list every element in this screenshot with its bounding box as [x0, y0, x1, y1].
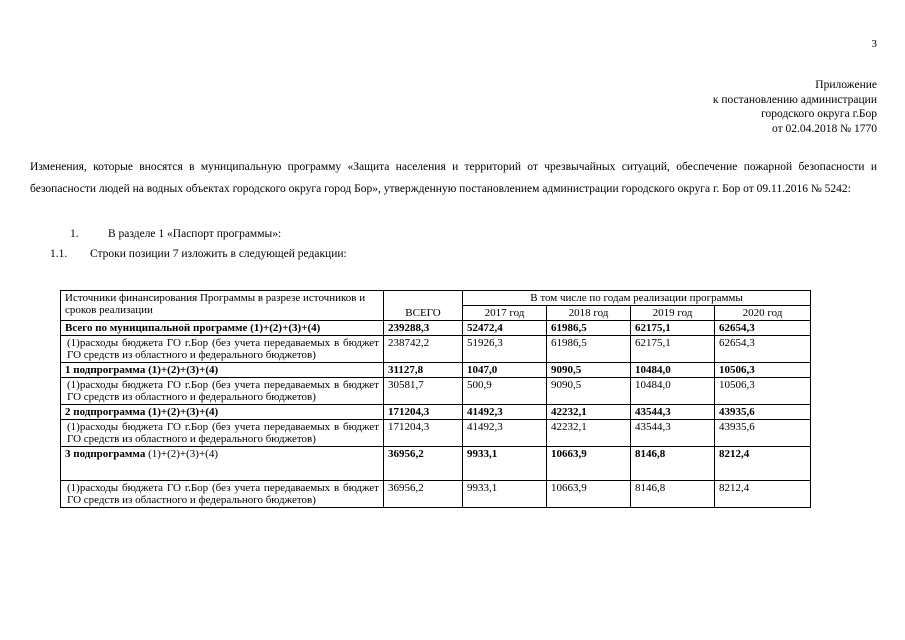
row-year-value: 8212,4	[715, 481, 811, 508]
row-year-value: 52472,4	[463, 321, 547, 336]
list-item-1-1	[50, 248, 347, 260]
row-year-value: 10663,9	[547, 481, 631, 508]
row-year-value: 62654,3	[715, 321, 811, 336]
header-year: 2020 год	[715, 306, 811, 321]
row-year-value: 10484,0	[631, 363, 715, 378]
appendix-block	[713, 78, 877, 136]
list-item-number: 1.	[70, 228, 79, 240]
row-total: 36956,2	[384, 447, 463, 481]
row-year-value: 61986,5	[547, 321, 631, 336]
row-year-value: 1047,0	[463, 363, 547, 378]
appendix-line: к постановлению администрации	[712, 93, 877, 106]
financing-table	[60, 290, 811, 508]
row-total: 36956,2	[384, 481, 463, 508]
table-row-budget	[61, 378, 811, 405]
row-total: 238742,2	[384, 336, 463, 363]
row-label: (1)расходы бюджета ГО г.Бор (без учета передаваемых в бюджет ГО средств из областного и федерального бюджетов)	[61, 336, 384, 363]
row-year-value: 10506,3	[715, 363, 811, 378]
table-row-total	[61, 363, 811, 378]
row-year-value: 43935,6	[715, 420, 811, 447]
row-total: 171204,3	[384, 405, 463, 420]
row-label: (1)расходы бюджета ГО г.Бор (без учета передаваемых в бюджет ГО средств из областного и федерального бюджетов)	[61, 378, 384, 405]
table-row-total	[61, 447, 811, 481]
row-year-value: 8146,8	[631, 447, 715, 481]
table-row-budget	[61, 481, 811, 508]
row-label: 2 подпрограмма (1)+(2)+(3)+(4)	[61, 405, 384, 420]
row-label: 1 подпрограмма (1)+(2)+(3)+(4)	[61, 363, 384, 378]
list-item-1	[70, 228, 281, 240]
intro-paragraph: Изменения, которые вносятся в муниципальную программу «Защита населения и территорий от чрезвычайных ситуаций, обеспечение пожарной безопасности и безопасности людей на водных объектах городского округа город Бор», утвержденную постановлением администрации городского округа г. Бор от 09.11.2016 № 5242:	[30, 161, 877, 195]
row-year-value: 62175,1	[631, 336, 715, 363]
header-year: 2018 год	[547, 306, 631, 321]
list-item-number: 1.1.	[50, 248, 68, 260]
header-year: 2017 год	[463, 306, 547, 321]
row-year-value: 62654,3	[715, 336, 811, 363]
row-label	[61, 447, 384, 481]
header-source: Источники финансирования Программы в разрезе источников и сроков реализации	[61, 291, 384, 321]
row-year-value: 8212,4	[715, 447, 811, 481]
row-year-value: 9090,5	[547, 378, 631, 405]
appendix-line: городского округа г.Бор	[761, 108, 877, 120]
table-row-budget	[61, 420, 811, 447]
row-year-value: 42232,1	[547, 405, 631, 420]
row-year-value: 41492,3	[463, 420, 547, 447]
row-year-value: 10484,0	[631, 378, 715, 405]
row-total: 171204,3	[384, 420, 463, 447]
table-row-total	[61, 321, 811, 336]
row-year-value: 9933,1	[463, 447, 547, 481]
list-item-text: Строки позиции 7 изложить в следующей редакции:	[90, 248, 347, 260]
table-row-total	[61, 405, 811, 420]
row-total: 239288,3	[384, 321, 463, 336]
row-year-value: 51926,3	[463, 336, 547, 363]
row-year-value: 43935,6	[715, 405, 811, 420]
row-year-value: 41492,3	[463, 405, 547, 420]
row-total: 31127,8	[384, 363, 463, 378]
list-item-text: В разделе 1 «Паспорт программы»:	[108, 228, 282, 240]
header-year: 2019 год	[631, 306, 715, 321]
row-year-value: 10506,3	[715, 378, 811, 405]
appendix-line: Приложение	[815, 79, 877, 91]
appendix-line: от 02.04.2018 № 1770	[772, 122, 877, 135]
row-year-value: 8146,8	[631, 481, 715, 508]
table-header-row	[61, 291, 811, 306]
row-year-value: 61986,5	[547, 336, 631, 363]
row-label: (1)расходы бюджета ГО г.Бор (без учета передаваемых в бюджет ГО средств из областного и федерального бюджетов)	[61, 420, 384, 447]
header-total: ВСЕГО	[384, 291, 463, 321]
row-total: 30581,7	[384, 378, 463, 405]
row-year-value: 43544,3	[631, 405, 715, 420]
header-years-group: В том числе по годам реализации программы	[463, 291, 811, 306]
row-year-value: 43544,3	[631, 420, 715, 447]
row-year-value: 500,9	[463, 378, 547, 405]
row-label-rest: (1)+(2)+(3)+(4)	[145, 448, 218, 460]
row-year-value: 62175,1	[631, 321, 715, 336]
row-label-bold: 3 подпрограмма	[65, 448, 146, 460]
row-year-value: 9090,5	[547, 363, 631, 378]
row-label: Всего по муниципальной программе (1)+(2)+(3)+(4)	[61, 321, 384, 336]
table-row-budget	[61, 336, 811, 363]
row-year-value: 42232,1	[547, 420, 631, 447]
row-year-value: 10663,9	[547, 447, 631, 481]
page-number: 3	[871, 38, 877, 50]
row-label: (1)расходы бюджета ГО г.Бор (без учета передаваемых в бюджет ГО средств из областного и федерального бюджетов)	[61, 481, 384, 508]
row-year-value: 9933,1	[463, 481, 547, 508]
